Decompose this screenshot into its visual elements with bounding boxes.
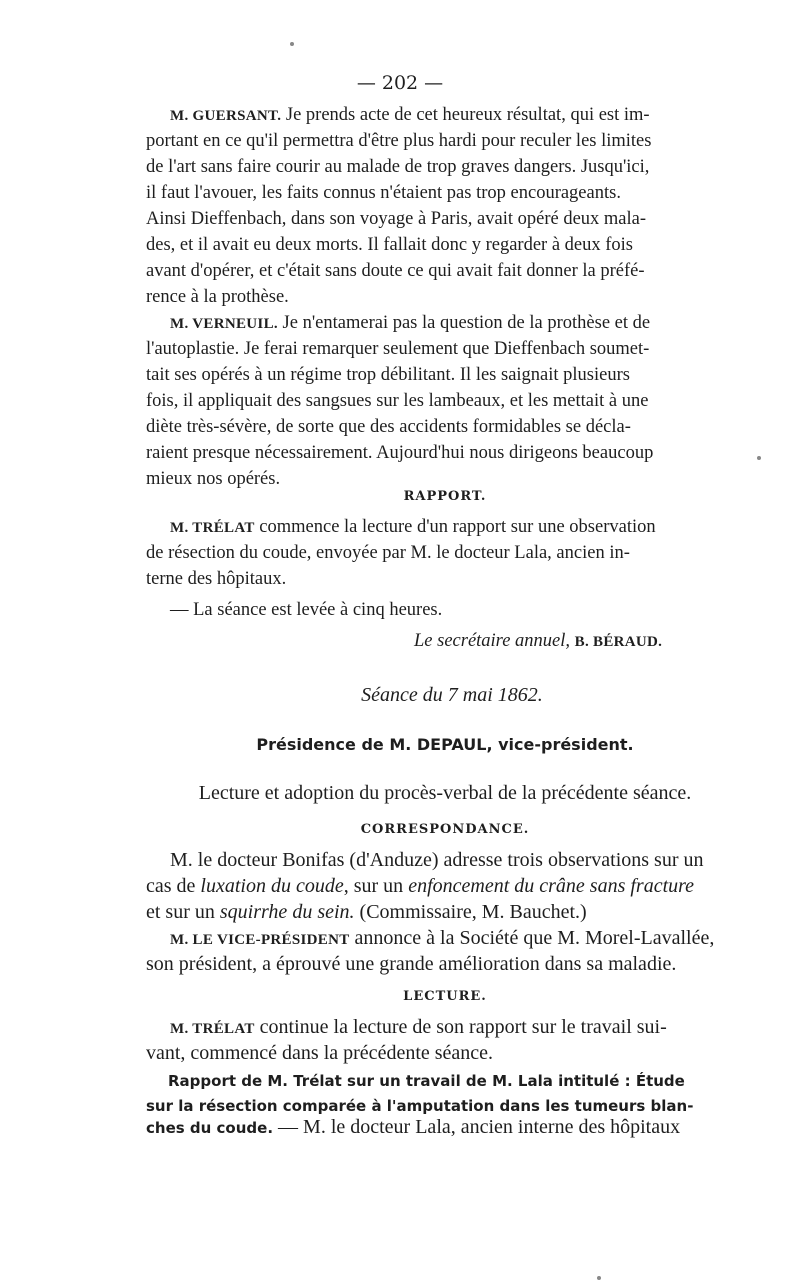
text-line: terne des hôpitaux. [146,569,287,589]
report-title-line: sur la résection comparée à l'amputation dans les tumeurs blan- [146,1097,694,1115]
report-title-line: Rapport de M. Trélat sur un travail de M. Lala intitulé : Étude [168,1072,685,1090]
text-line: vant, commencé dans la précédente séance. [146,1042,494,1064]
text-line: son président, a éprouvé une grande amélioration dans sa maladie. [146,953,677,975]
speaker-name: M. LE VICE-PRÉSIDENT [170,932,350,948]
speaker-name: M. TRÉLAT [170,1021,255,1037]
speaker-name: M. TRÉLAT [170,520,255,536]
text-line: l'autoplastie. Je ferai remarquer seulement que Dieffenbach soumet- [146,339,650,359]
text-line: de résection du coude, envoyée par M. le docteur Lala, ancien in- [146,543,630,563]
text-line: diète très-sévère, de sorte que des accidents formidables se décla- [146,417,631,437]
section-heading-rapport: RAPPORT. [403,489,487,504]
speaker-name: M. GUERSANT. [170,108,282,124]
text-line: des, et il avait eu deux morts. Il fallait donc y regarder à deux fois [146,235,633,255]
scan-speck [757,456,761,460]
secretary-label: Le secrétaire annuel, [414,631,571,651]
text-line: raient presque nécessairement. Aujourd'hui nous dirigeons beaucoup [146,443,654,463]
speaker-name: M. VERNEUIL. [170,316,278,332]
text-line: M. LE VICE-PRÉSIDENT annonce à la Société que M. Morel-Lavallée, [170,927,715,949]
section-heading-lecture: LECTURE. [403,989,487,1004]
presidency-line: Présidence de M. DEPAUL, vice-président. [256,735,634,754]
session-title: Séance du 7 mai 1862. [361,684,543,706]
seance-closing: — La séance est levée à cinq heures. [170,600,443,620]
text-line: M. TRÉLAT commence la lecture d'un rapport sur une observation [170,517,656,537]
secretary-signature [414,628,662,655]
text-line: avant d'opérer, et c'était sans doute ce qui avait fait donner la préfé- [146,261,645,281]
text-line: rence à la prothèse. [146,287,289,307]
text-line: M. le docteur Bonifas (d'Anduze) adresse trois observations sur un [170,849,704,871]
secretary-name: B. BÉRAUD. [574,634,663,650]
text-line: fois, il appliquait des sangsues sur les lambeaux, et les mettait à une [146,391,649,411]
text-line: il faut l'avouer, les faits connus n'étaient pas trop encourageants. [146,183,621,203]
text-line: M. TRÉLAT continue la lecture de son rapport sur le travail sui- [170,1016,667,1038]
text-line: mieux nos opérés. [146,469,281,489]
text-line: M. GUERSANT. Je prends acte de cet heureux résultat, qui est im- [170,105,650,125]
text-line: tait ses opérés à un régime trop débilitant. Il les saignait plusieurs [146,365,630,385]
scan-speck [597,1276,601,1280]
report-title-line: ches du coude. — M. le docteur Lala, ancien interne des hôpitaux [146,1116,681,1138]
text-line: de l'art sans faire courir au malade de trop graves dangers. Jusqu'ici, [146,157,650,177]
text-line: et sur un squirrhe du sein. (Commissaire, M. Bauchet.) [146,901,587,923]
text-line: portant en ce qu'il permettra d'être plus hardi pour reculer les limites [146,131,652,151]
text-line: Ainsi Dieffenbach, dans son voyage à Paris, avait opéré deux mala- [146,209,647,229]
scan-speck [290,42,294,46]
text-line: M. VERNEUIL. Je n'entamerai pas la question de la prothèse et de [170,313,651,333]
minutes-adoption: Lecture et adoption du procès-verbal de la précédente séance. [198,782,692,804]
page-number: — 202 — [356,72,444,94]
text-line: cas de luxation du coude, sur un enfoncement du crâne sans fracture [146,875,695,897]
section-heading-correspondance: CORRESPONDANCE. [360,822,530,837]
